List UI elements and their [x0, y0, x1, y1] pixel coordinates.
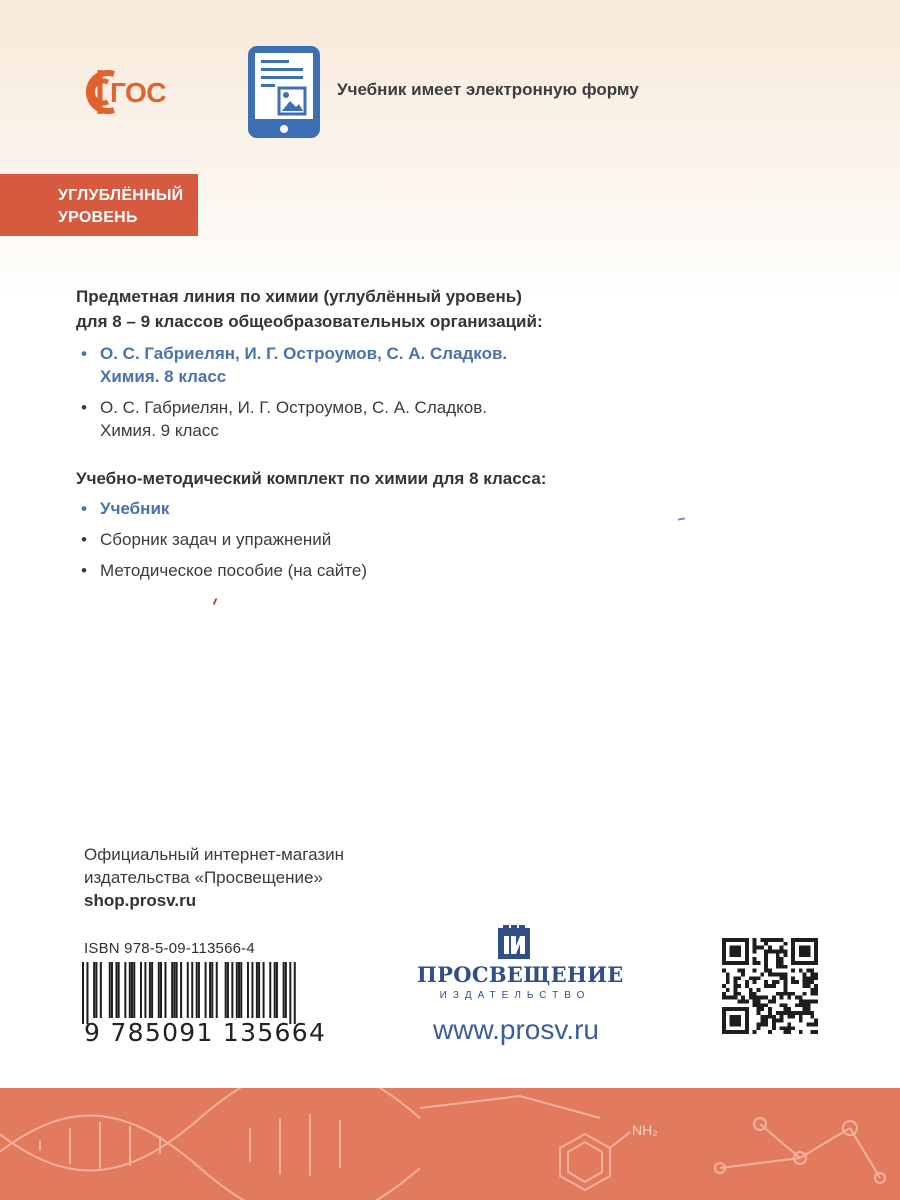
- publisher-name: ПРОСВЕЩЕНИЕ: [417, 962, 624, 987]
- isbn-label: ISBN 978-5-09-113566-4: [84, 940, 255, 957]
- barcode-bar: [283, 962, 285, 1018]
- subject-line-heading: [76, 284, 716, 334]
- barcode-bar: [160, 962, 162, 1018]
- shop-info: [84, 843, 344, 912]
- subject-line-list: [76, 342, 716, 442]
- bullet-icon: •: [81, 398, 87, 417]
- barcode-bar: [196, 962, 198, 1018]
- shop-line-1: Официальный интернет-магазин: [84, 845, 345, 864]
- barcode-bar: [111, 962, 113, 1018]
- barcode-bar: [269, 962, 271, 1018]
- fgos-logo: [78, 60, 188, 120]
- barcode-bar: [274, 962, 276, 1018]
- barcode-bar: [144, 962, 146, 1018]
- publisher-logo-icon: [497, 924, 531, 960]
- publisher-website[interactable]: www.prosv.ru: [433, 1014, 599, 1045]
- barcode-bar: [95, 962, 97, 1018]
- barcode-bar: [151, 962, 153, 1018]
- list-item: • О. С. Габриелян, И. Г. Остроумов, С. А. Сладков. Химия. 9 класс: [81, 398, 487, 440]
- barcode-bar: [100, 962, 102, 1018]
- barcode-bar: [149, 962, 151, 1018]
- barcode-bar: [289, 962, 291, 1024]
- barcode-bar: [209, 962, 211, 1018]
- barcode-bar: [118, 962, 120, 1018]
- formula-label: NH₂: [632, 1122, 658, 1138]
- barcode-bar: [285, 962, 287, 1018]
- shop-line-2: издательства «Просвещение»: [84, 868, 323, 887]
- qr-code[interactable]: [722, 938, 818, 1034]
- barcode-bar: [86, 962, 88, 1024]
- barcode-bar: [133, 962, 135, 1018]
- barcode-bar: [115, 962, 117, 1018]
- e-reader-icon: [246, 44, 322, 140]
- subject-line-section: [76, 284, 716, 450]
- barcode-bar: [198, 962, 200, 1018]
- teaching-kit-section: [76, 466, 716, 590]
- barcode-bar: [276, 962, 278, 1018]
- list-item: • О. С. Габриелян, И. Г. Остроумов, С. А. Сладков. Химия. 8 класс: [81, 344, 508, 386]
- barcode-bar: [164, 962, 166, 1018]
- barcode-bar: [236, 962, 238, 1018]
- barcode-bar: [258, 962, 260, 1018]
- bullet-icon: •: [81, 530, 87, 549]
- bullet-icon: •: [81, 344, 87, 363]
- subject-line-heading-1: Предметная линия по химии (углублённый уровень): [76, 287, 522, 306]
- barcode: [82, 962, 296, 1024]
- speck-decoration: [213, 598, 218, 605]
- barcode-bar: [251, 962, 253, 1018]
- barcode-bar: [176, 962, 178, 1018]
- subject-line-heading-2: для 8 – 9 классов общеобразовательных организаций:: [76, 312, 543, 331]
- fgos-logo-text: ГОС: [110, 77, 167, 108]
- barcode-bar: [173, 962, 175, 1018]
- barcode-bar: [82, 962, 84, 1024]
- level-banner-line1: УГЛУБЛЁННЫЙ: [58, 187, 184, 204]
- barcode-bar: [158, 962, 160, 1018]
- barcode-bar: [140, 962, 142, 1018]
- publisher-subtitle: ИЗДАТЕЛЬСТВО: [439, 990, 591, 1001]
- barcode-bar: [256, 962, 258, 1018]
- bottom-decor-band: [0, 1088, 900, 1200]
- barcode-bar: [263, 962, 265, 1018]
- barcode-bar: [238, 962, 240, 1018]
- level-banner-line2: УРОВЕНЬ: [58, 209, 138, 226]
- barcode-bar: [211, 962, 213, 1018]
- barcode-bar: [131, 962, 133, 1018]
- barcode-digits: 9 785091 135664: [84, 1018, 327, 1047]
- barcode-bar: [227, 962, 229, 1018]
- barcode-bar: [93, 962, 95, 1018]
- barcode-bar: [225, 962, 227, 1018]
- barcode-bar: [191, 962, 193, 1018]
- barcode-bar: [247, 962, 249, 1018]
- barcode-bar: [240, 962, 242, 1018]
- barcode-bars: [82, 962, 296, 1024]
- barcode-bar: [124, 962, 126, 1018]
- barcode-bar: [180, 962, 182, 1018]
- teaching-kit-list: [76, 497, 716, 582]
- barcode-bar: [231, 962, 233, 1018]
- bullet-icon: •: [81, 499, 87, 518]
- teaching-kit-heading: Учебно-методический комплект по химии для 8 класса:: [76, 469, 547, 488]
- barcode-bar: [294, 962, 296, 1024]
- barcode-bar: [129, 962, 131, 1018]
- electronic-form-notice: Учебник имеет электронную форму: [337, 80, 639, 99]
- list-item: • Учебник: [81, 499, 170, 518]
- shop-url[interactable]: shop.prosv.ru: [84, 891, 197, 910]
- list-item: • Методическое пособие (на сайте): [81, 561, 368, 580]
- dna-molecule-illustration: [0, 1088, 900, 1200]
- barcode-bar: [171, 962, 173, 1018]
- barcode-bar: [205, 962, 207, 1018]
- barcode-bar: [109, 962, 111, 1018]
- list-item: • Сборник задач и упражнений: [81, 530, 332, 549]
- bullet-icon: •: [81, 561, 87, 580]
- level-banner: [0, 174, 198, 236]
- barcode-bar: [187, 962, 189, 1018]
- barcode-bar: [216, 962, 218, 1018]
